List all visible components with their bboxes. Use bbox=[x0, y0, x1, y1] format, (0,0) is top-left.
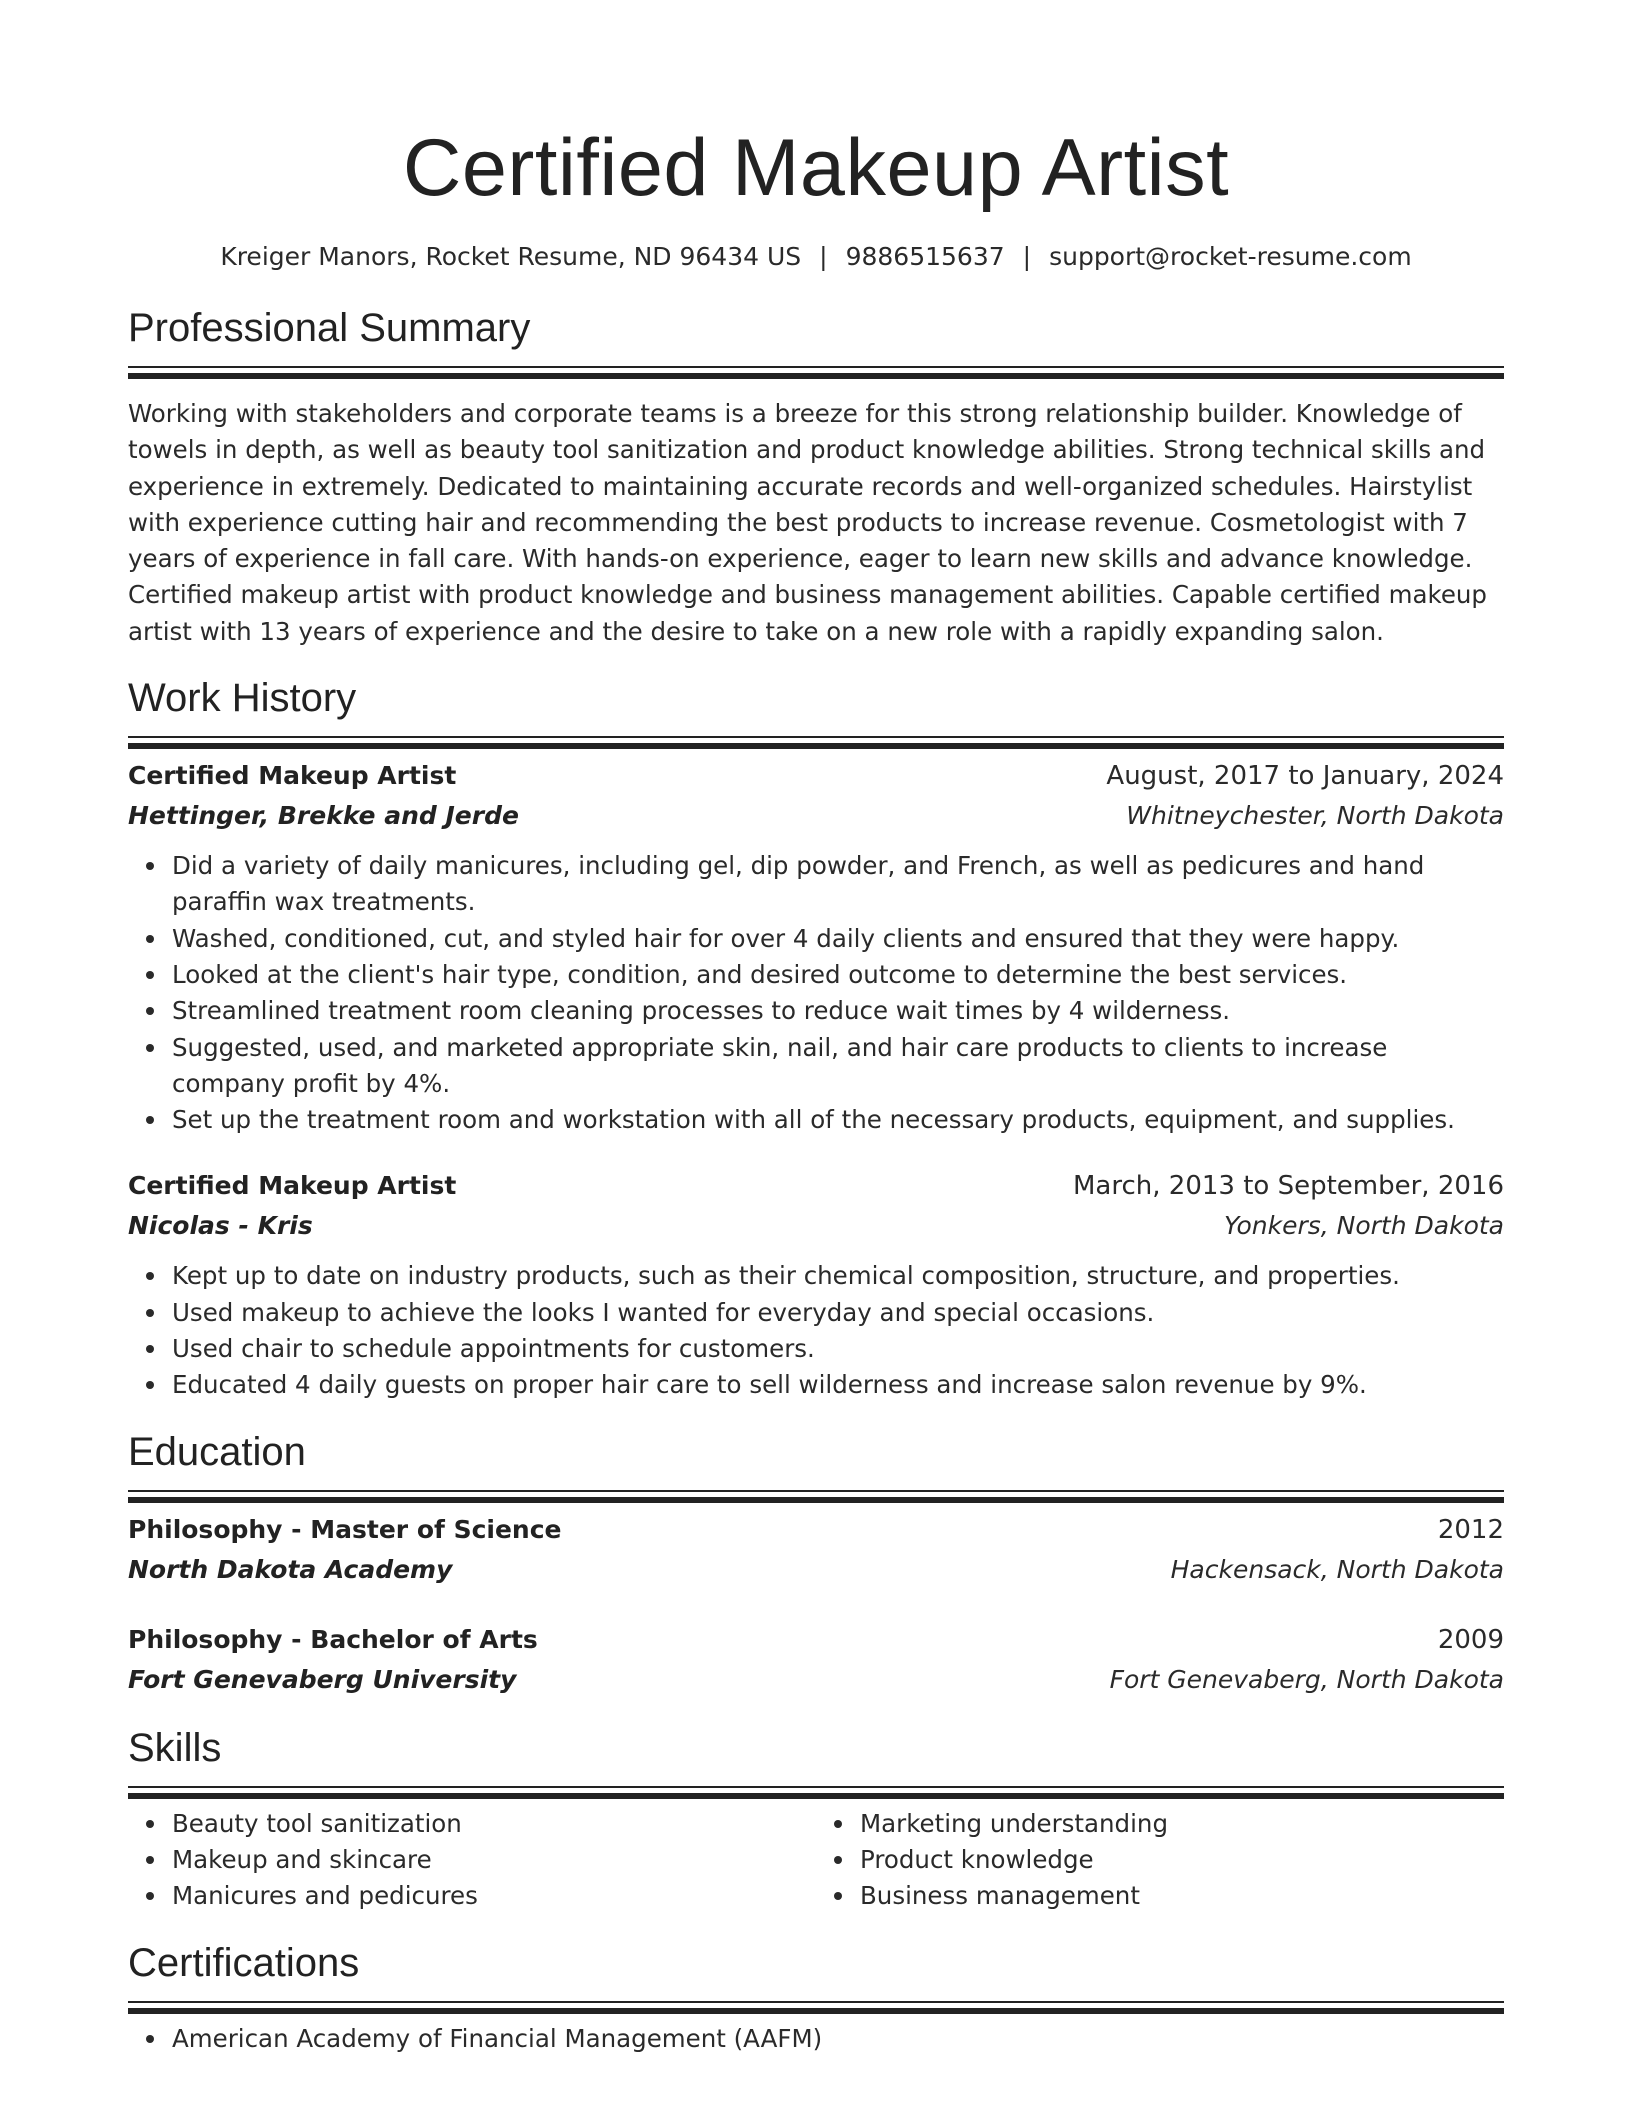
job-header-row bbox=[128, 1166, 1504, 1206]
education-entry bbox=[128, 1620, 1504, 1700]
skill-item: Beauty tool sanitization bbox=[172, 1806, 816, 1842]
job-bullets bbox=[128, 848, 1504, 1138]
job-company: Nicolas - Kris bbox=[128, 1211, 313, 1241]
education-section bbox=[128, 1426, 1504, 1700]
job-bullet: Educated 4 daily guests on proper hair care to sell wilderness and increase salon revenue by 9%. bbox=[172, 1367, 1504, 1403]
job-company: Hettinger, Brekke and Jerde bbox=[128, 801, 519, 831]
job-header-row bbox=[128, 756, 1504, 796]
job-bullet: Streamlined treatment room cleaning processes to reduce wait times by 4 wilderness. bbox=[172, 993, 1504, 1029]
summary-text: Working with stakeholders and corporate teams is a breeze for this strong relationship builder. Knowledge of towels in depth, as well as beauty tool sanitization and product knowledge abilities. Strong technical skills and experience in extremely. Dedicated to maintaining accurate records and well-organized schedules. Hairstylist with experience cutting hair and recommending the best products to increase revenue. Cosmetologist with 7 years of experience in fall care. With hands-on experience, eager to learn new skills and advance knowledge. Certified makeup artist with product knowledge and business management abilities. Capable certified makeup artist with 13 years of experience and the desire to take on a new role with a rapidly expanding salon. bbox=[128, 399, 1487, 646]
certification-item: American Academy of Financial Management (AAFM) bbox=[172, 2021, 1504, 2057]
job-location: Yonkers, North Dakota bbox=[1223, 1211, 1504, 1241]
job-dates: August, 2017 to January, 2024 bbox=[1106, 761, 1504, 792]
job-bullet: Kept up to date on industry products, such as their chemical composition, structure, and properties. bbox=[172, 1258, 1504, 1294]
education-degree: Philosophy - Master of Science bbox=[128, 1514, 562, 1544]
section-divider bbox=[128, 1490, 1504, 1492]
resume-title: Certified Makeup Artist bbox=[402, 123, 1230, 213]
contact-separator: | bbox=[819, 242, 828, 271]
section-title-summary: Professional Summary bbox=[128, 306, 531, 350]
certifications-list bbox=[128, 2021, 1504, 2057]
section-divider bbox=[128, 2001, 1504, 2003]
education-degree-row bbox=[128, 1620, 1504, 1660]
job-bullet: Used chair to schedule appointments for customers. bbox=[172, 1331, 1504, 1367]
section-divider bbox=[128, 1786, 1504, 1788]
job-bullet: Did a variety of daily manicures, including gel, dip powder, and French, as well as pedicures and hand paraffin wax treatments. bbox=[172, 848, 1504, 921]
job-location: Whitneychester, North Dakota bbox=[1126, 801, 1504, 831]
education-school: Fort Genevaberg University bbox=[128, 1664, 517, 1694]
job-entry bbox=[128, 756, 1504, 1138]
job-company-row bbox=[128, 1206, 1504, 1246]
education-year: 2009 bbox=[1437, 1624, 1504, 1655]
skills-grid bbox=[128, 1806, 1504, 1915]
job-bullet: Suggested, used, and marketed appropriate skin, nail, and hair care products to clients to increase company profit by 4%. bbox=[172, 1030, 1504, 1103]
job-bullet: Used makeup to achieve the looks I wanted for everyday and special occasions. bbox=[172, 1295, 1504, 1331]
contact-line bbox=[128, 240, 1504, 274]
skill-item: Makeup and skincare bbox=[172, 1842, 816, 1878]
section-divider bbox=[128, 736, 1504, 738]
education-school: North Dakota Academy bbox=[128, 1554, 453, 1584]
job-dates: March, 2013 to September, 2016 bbox=[1073, 1171, 1504, 1202]
contact-email[interactable]: support@rocket-resume.com bbox=[1049, 242, 1412, 271]
education-location: Hackensack, North Dakota bbox=[1170, 1554, 1504, 1584]
certifications-section bbox=[128, 1937, 1504, 2057]
education-year: 2012 bbox=[1437, 1514, 1504, 1545]
section-divider bbox=[128, 366, 1504, 368]
section-title-education: Education bbox=[128, 1429, 306, 1474]
summary-section bbox=[128, 302, 1504, 650]
contact-phone: 9886515637 bbox=[845, 242, 1005, 271]
skill-item: Manicures and pedicures bbox=[172, 1878, 816, 1914]
education-degree-row bbox=[128, 1510, 1504, 1550]
job-entry bbox=[128, 1166, 1504, 1403]
contact-separator: | bbox=[1022, 242, 1032, 271]
job-title: Certified Makeup Artist bbox=[128, 1171, 457, 1201]
job-bullets bbox=[128, 1258, 1504, 1403]
education-entry bbox=[128, 1510, 1504, 1590]
section-title-work: Work History bbox=[128, 676, 357, 721]
skills-section bbox=[128, 1722, 1504, 1915]
job-title: Certified Makeup Artist bbox=[128, 761, 457, 791]
education-location: Fort Genevaberg, North Dakota bbox=[1109, 1664, 1504, 1694]
job-bullet: Washed, conditioned, cut, and styled hair for over 4 daily clients and ensured that they were happy. bbox=[172, 921, 1504, 957]
work-section bbox=[128, 672, 1504, 1404]
skill-item: Marketing understanding bbox=[860, 1806, 1504, 1842]
job-bullet: Looked at the client's hair type, condition, and desired outcome to determine the best services. bbox=[172, 957, 1504, 993]
job-bullet: Set up the treatment room and workstation with all of the necessary products, equipment, and supplies. bbox=[172, 1102, 1504, 1138]
section-title-skills: Skills bbox=[128, 1725, 222, 1770]
skill-item: Business management bbox=[860, 1878, 1504, 1914]
skill-item: Product knowledge bbox=[860, 1842, 1504, 1878]
education-degree: Philosophy - Bachelor of Arts bbox=[128, 1624, 538, 1654]
job-company-row bbox=[128, 796, 1504, 836]
education-school-row bbox=[128, 1660, 1504, 1700]
skills-column-right bbox=[816, 1806, 1504, 1915]
contact-address: Kreiger Manors, Rocket Resume, ND 96434 US bbox=[220, 242, 802, 271]
education-school-row bbox=[128, 1550, 1504, 1590]
section-title-certifications: Certifications bbox=[128, 1940, 360, 1985]
skills-column-left bbox=[128, 1806, 816, 1915]
